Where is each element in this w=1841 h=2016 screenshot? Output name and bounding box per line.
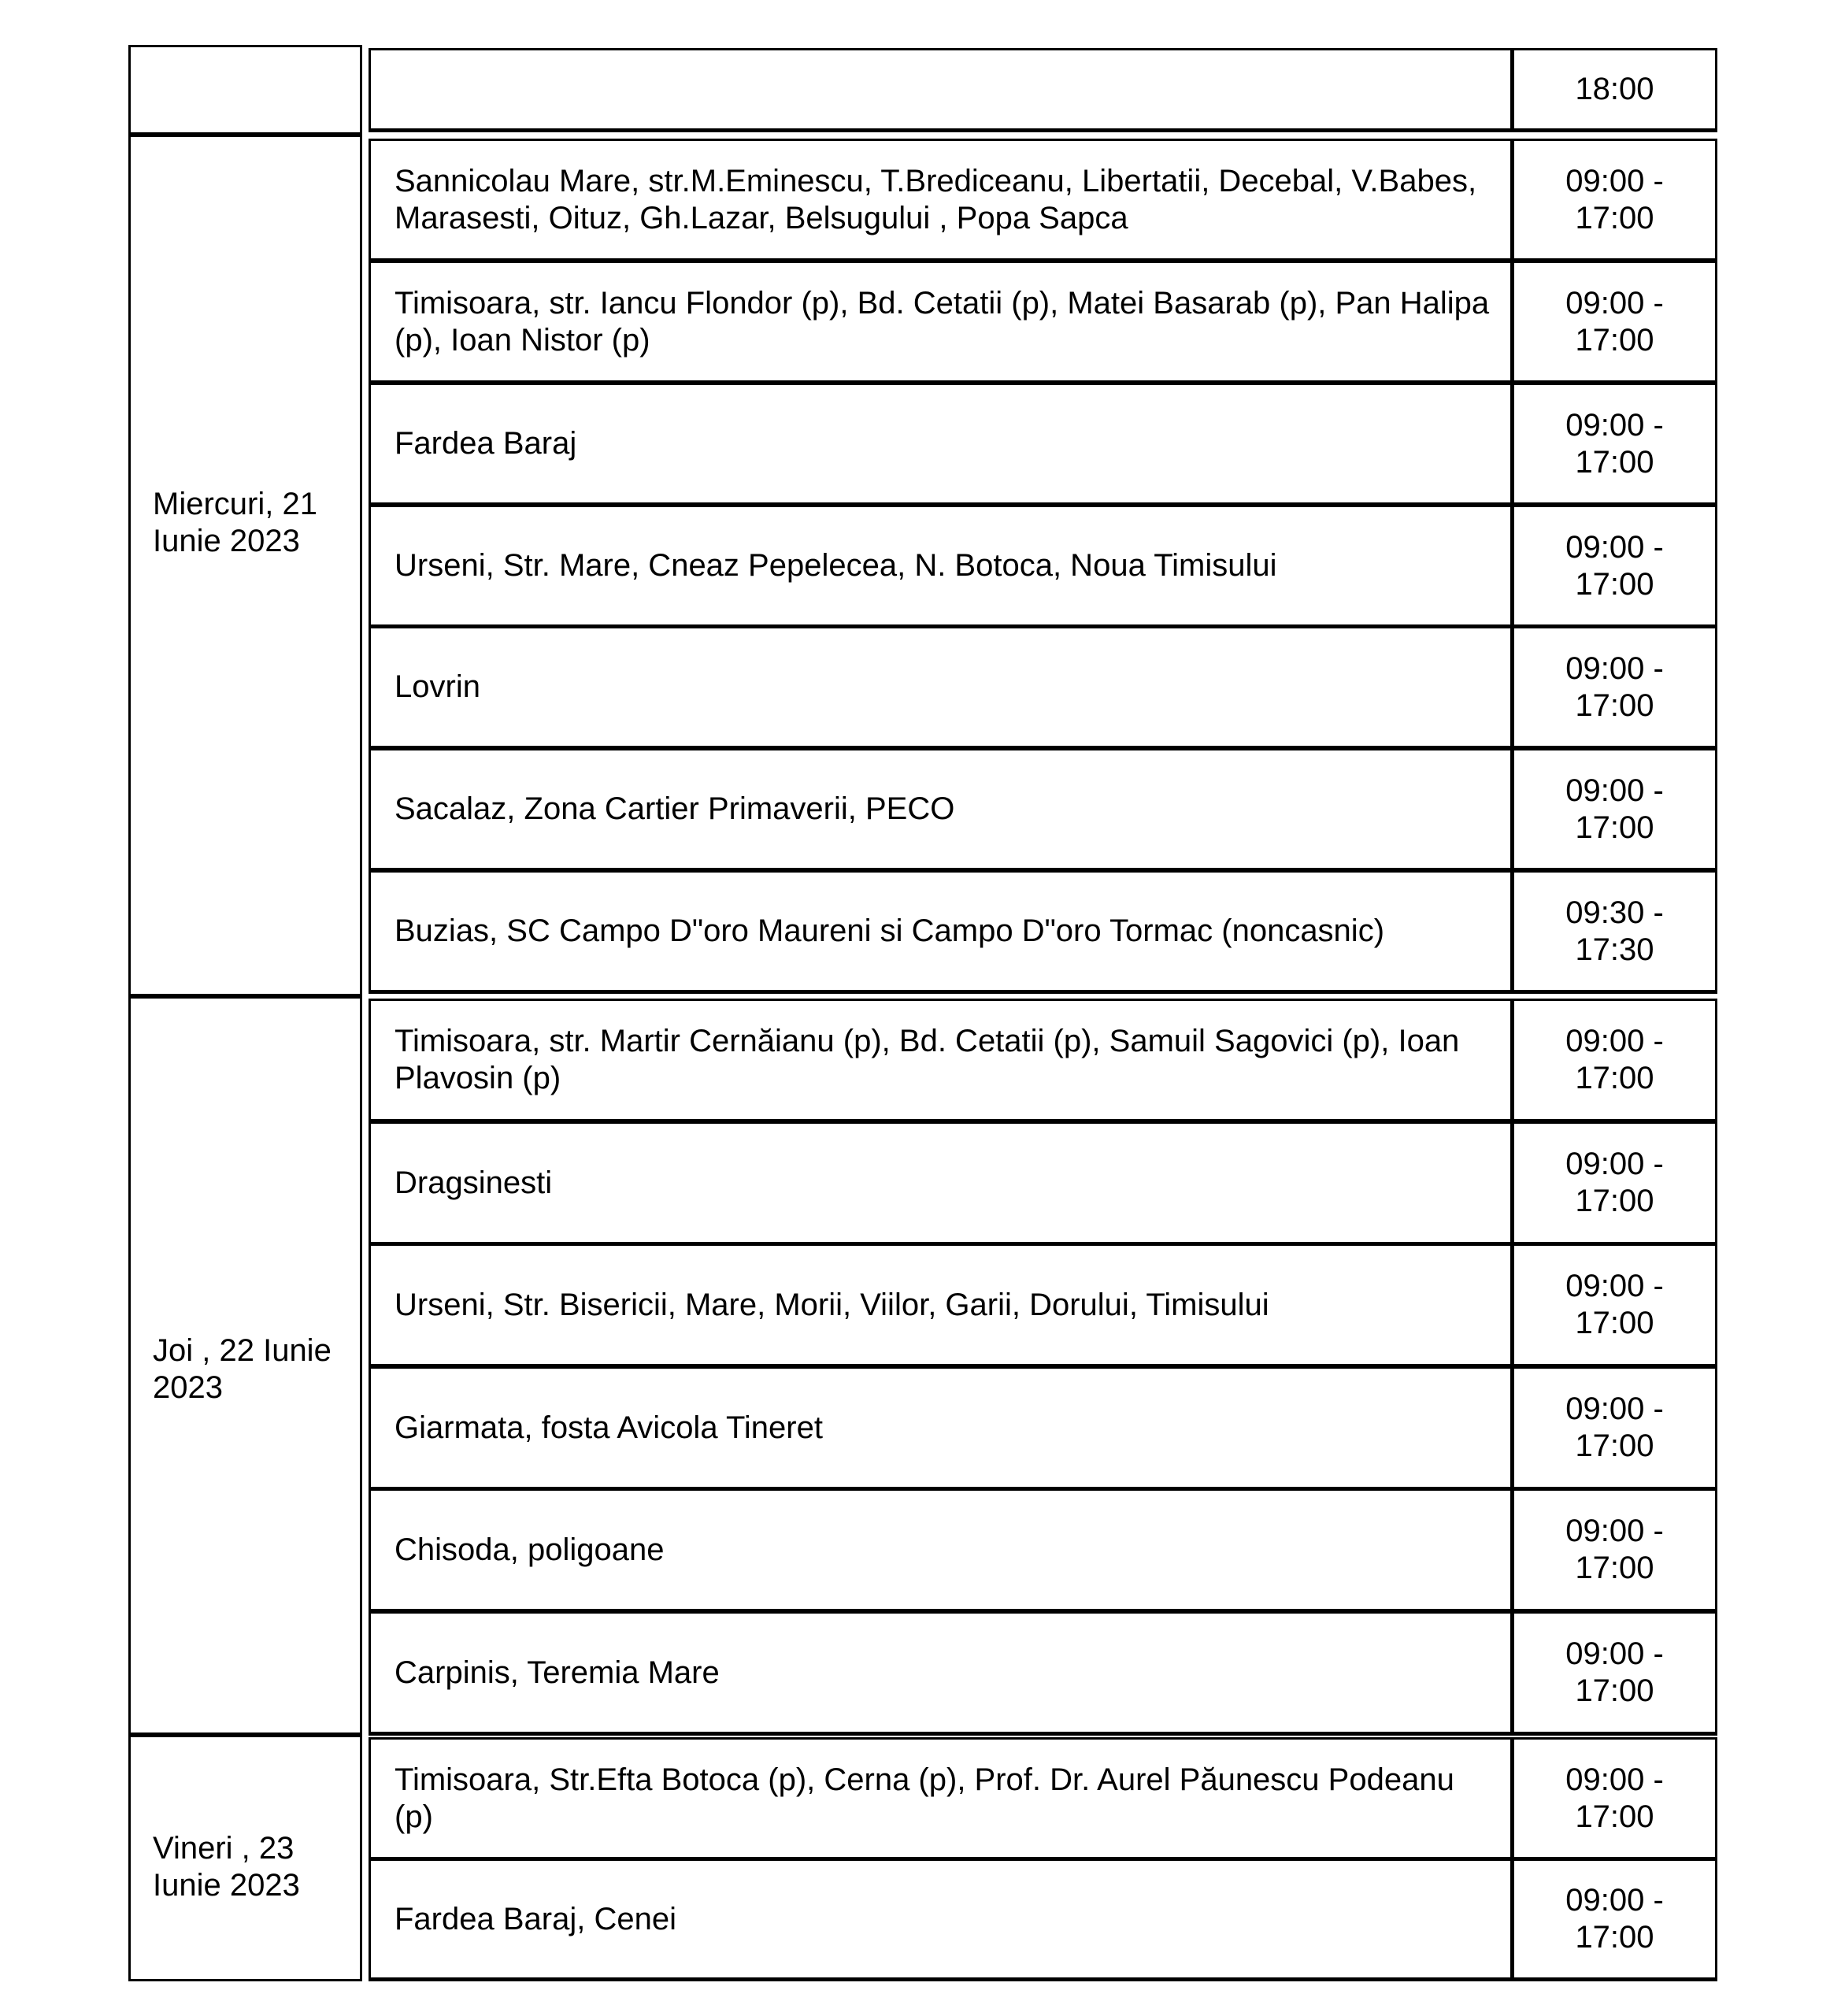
location-cell: Fardea Baraj, Cenei bbox=[371, 1861, 1514, 1977]
time-label: 09:00 - 17:00 bbox=[1565, 650, 1664, 723]
schedule-row bbox=[369, 748, 1717, 872]
location-cell: Sannicolau Mare, str.M.Eminescu, T.Brediceanu, Libertatii, Decebal, V.Babes, Marasesti, Oituz, Gh.Lazar, Belsugului , Popa Sapca bbox=[371, 141, 1514, 258]
schedule-row bbox=[369, 139, 1717, 262]
date-label: Miercuri, 21 Iunie 2023 bbox=[153, 487, 317, 558]
location-cell: Urseni, Str. Mare, Cneaz Pepelecea, N. Botoca, Noua Timisului bbox=[371, 507, 1514, 624]
location-cell: Fardea Baraj bbox=[371, 385, 1514, 502]
time-label: 09:00 - 17:00 bbox=[1565, 1269, 1664, 1340]
time-cell bbox=[1514, 1740, 1715, 1857]
time-label: 09:00 - 17:00 bbox=[1565, 1392, 1664, 1463]
time-label: 09:00 - 17:00 bbox=[1565, 1024, 1664, 1095]
time-label: 09:00 - 17:00 bbox=[1565, 407, 1664, 480]
time-label: 09:00 - 17:00 bbox=[1565, 1514, 1664, 1585]
time-cell bbox=[1514, 385, 1715, 502]
time-label: 09:00 - 17:00 bbox=[1565, 1883, 1664, 1955]
time-cell bbox=[1514, 50, 1715, 128]
schedule-row bbox=[369, 870, 1717, 994]
schedule-row bbox=[369, 1243, 1717, 1368]
date-cell bbox=[128, 132, 362, 998]
schedule-row bbox=[369, 1737, 1717, 1861]
time-cell bbox=[1514, 1124, 1715, 1242]
time-cell bbox=[1514, 1369, 1715, 1487]
time-cell bbox=[1514, 750, 1715, 868]
time-cell bbox=[1514, 141, 1715, 258]
time-cell bbox=[1514, 507, 1715, 624]
schedule-row bbox=[369, 1488, 1717, 1613]
location-cell: Timisoara, str. Iancu Flondor (p), Bd. Cetatii (p), Matei Basarab (p), Pan Halipa (p), Ioan Nistor (p) bbox=[371, 263, 1514, 380]
location-cell: Urseni, Str. Bisericii, Mare, Morii, Viilor, Garii, Dorului, Timisului bbox=[371, 1246, 1514, 1364]
location-cell: Timisoara, str. Martir Cernăianu (p), Bd. Cetatii (p), Samuil Sagovici (p), Ioan Plavosin (p) bbox=[371, 1001, 1514, 1119]
time-cell bbox=[1514, 873, 1715, 990]
location-cell: Giarmata, fosta Avicola Tineret bbox=[371, 1369, 1514, 1487]
date-cell bbox=[128, 45, 362, 135]
schedule-row bbox=[369, 505, 1717, 628]
time-label: 09:00 - 17:00 bbox=[1565, 529, 1664, 602]
schedule-row bbox=[369, 1611, 1717, 1736]
location-cell: Chisoda, poligoane bbox=[371, 1491, 1514, 1609]
time-label: 09:00 - 17:00 bbox=[1565, 285, 1664, 358]
time-label: 09:00 - 17:00 bbox=[1565, 773, 1664, 845]
schedule-row bbox=[369, 383, 1717, 506]
date-cell bbox=[128, 1732, 362, 1981]
location-cell: Carpinis, Teremia Mare bbox=[371, 1614, 1514, 1732]
date-label: Joi , 22 Iunie 2023 bbox=[153, 1333, 332, 1405]
location-cell bbox=[371, 50, 1514, 128]
date-label: Vineri , 23 Iunie 2023 bbox=[153, 1831, 300, 1903]
time-label: 18:00 bbox=[1575, 72, 1654, 106]
schedule-row bbox=[369, 261, 1717, 384]
location-cell: Sacalaz, Zona Cartier Primaverii, PECO bbox=[371, 750, 1514, 868]
schedule-row bbox=[369, 626, 1717, 750]
time-cell bbox=[1514, 263, 1715, 380]
time-cell bbox=[1514, 1491, 1715, 1609]
schedule-row bbox=[369, 1121, 1717, 1246]
location-cell: Dragsinesti bbox=[371, 1124, 1514, 1242]
time-cell bbox=[1514, 1861, 1715, 1977]
time-cell bbox=[1514, 628, 1715, 746]
location-cell: Timisoara, Str.Efta Botoca (p), Cerna (p), Prof. Dr. Aurel Păunescu Podeanu (p) bbox=[371, 1740, 1514, 1857]
location-cell: Buzias, SC Campo D"oro Maureni si Campo D"oro Tormac (noncasnic) bbox=[371, 873, 1514, 990]
time-label: 09:00 - 17:00 bbox=[1565, 163, 1664, 235]
schedule-row bbox=[369, 1366, 1717, 1491]
date-cell bbox=[128, 994, 362, 1736]
location-cell: Lovrin bbox=[371, 628, 1514, 746]
time-label: 09:00 - 17:00 bbox=[1565, 1762, 1664, 1834]
schedule-row bbox=[369, 999, 1717, 1123]
time-cell bbox=[1514, 1246, 1715, 1364]
time-cell bbox=[1514, 1614, 1715, 1732]
time-cell bbox=[1514, 1001, 1715, 1119]
time-label: 09:30 - 17:30 bbox=[1565, 895, 1664, 967]
schedule-row bbox=[369, 1858, 1717, 1981]
schedule-row bbox=[369, 48, 1717, 132]
time-label: 09:00 - 17:00 bbox=[1565, 1636, 1664, 1708]
time-label: 09:00 - 17:00 bbox=[1565, 1147, 1664, 1218]
